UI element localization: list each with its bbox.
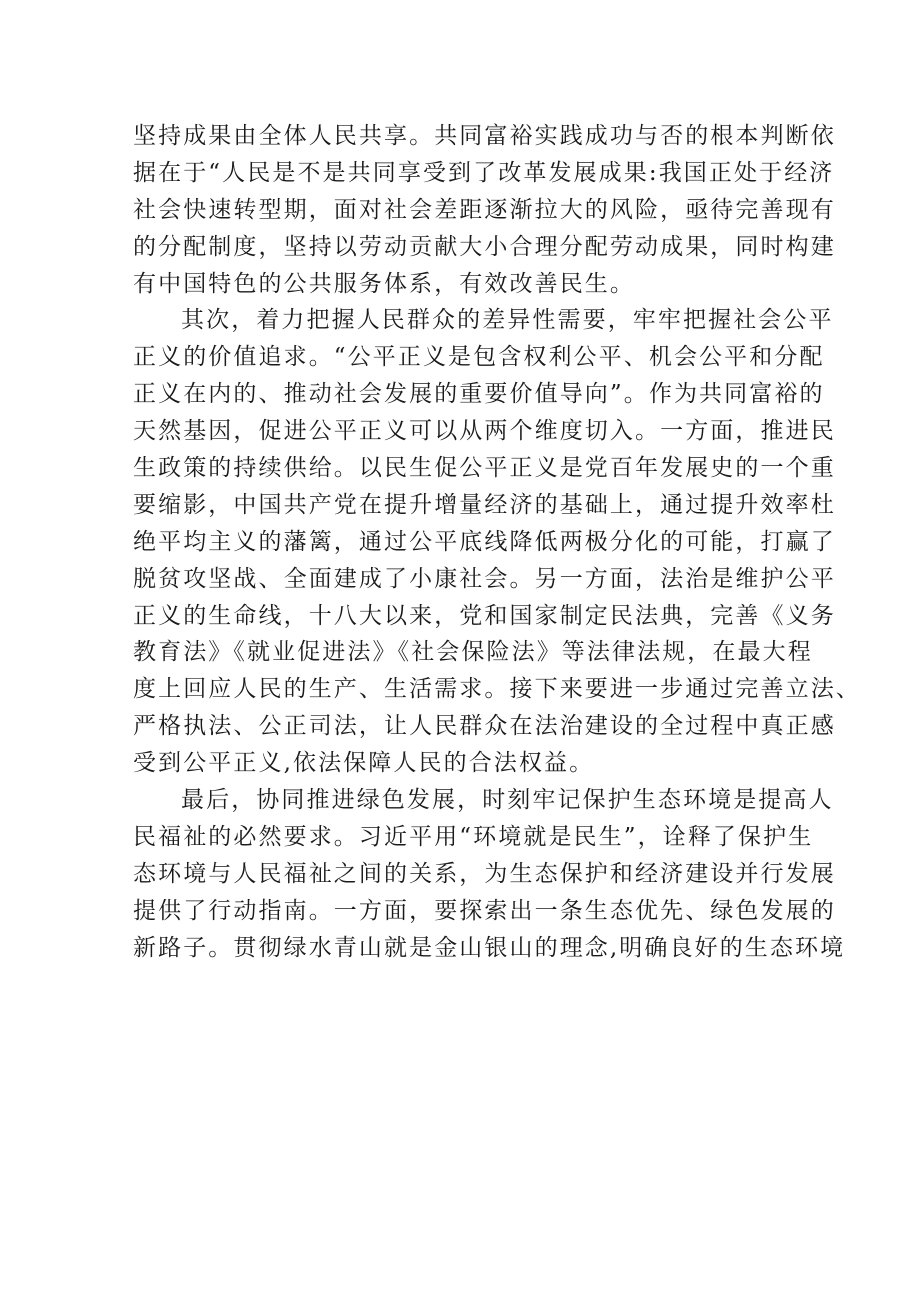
text-line: 正义在内的、推动社会发展的重要价值导向”。作为共同富裕的 xyxy=(133,381,825,408)
text-line: 脱贫攻坚战、全面建成了小康社会。另一方面，法治是维护公平 xyxy=(133,565,836,592)
text-line: 提供了行动指南。一方面，要探索出一条生态优先、绿色发展的 xyxy=(133,897,836,924)
text-line: 严格执法、公正司法，让人民群众在法治建设的全过程中真正感 xyxy=(133,713,836,740)
text-line: 正义的生命线，十八大以来，党和国家制定民法典，完善《义务 xyxy=(133,602,836,629)
text-line: 态环境与人民福祉之间的关系，为生态保护和经济建设并行发展 xyxy=(133,860,836,887)
text-line: 新路子。贯彻绿水青山就是金山银山的理念,明确良好的生态环境 xyxy=(133,934,846,961)
paragraph-first-line: 其次，着力把握人民群众的差异性需要，牢牢把握社会公平 xyxy=(181,307,834,334)
text-line: 正义的价值追求。“公平正义是包含权利公平、机会公平和分配 xyxy=(133,344,825,371)
paragraph-first-line: 最后，协同推进绿色发展，时刻牢记保护生态环境是提高人 xyxy=(181,787,834,814)
text-line: 有中国特色的公共服务体系，有效改善民生。 xyxy=(133,270,635,297)
text-line: 坚持成果由全体人民共享。共同富裕实践成功与否的根本判断依 xyxy=(133,123,836,149)
text-line: 社会快速转型期，面对社会差距逐渐拉大的风险，亟待完善现有 xyxy=(133,196,836,223)
text-line: 受到公平正义,依法保障人民的合法权益。 xyxy=(133,750,595,777)
text-line: 教育法》《就业促进法》《社会保险法》等法律法规，在最大程 xyxy=(133,639,813,666)
text-line: 据在于“人民是不是共同享受到了改革发展成果:我国正处于经济 xyxy=(133,159,835,186)
text-line: 度上回应人民的生产、生活需求。接下来要进一步通过完善立法、 xyxy=(133,676,861,703)
text-line: 生政策的持续供给。以民生促公平正义是党百年发展史的一个重 xyxy=(133,455,836,482)
text-line: 民福祉的必然要求。习近平用“环境就是民生”，诠释了保护生 xyxy=(133,823,814,850)
text-line: 的分配制度，坚持以劳动贡献大小合理分配劳动成果，同时构建 xyxy=(133,233,836,260)
text-line: 要缩影，中国共产党在提升增量经济的基础上，通过提升效率杜 xyxy=(133,491,836,518)
text-line: 绝平均主义的藩篱，通过公平底线降低两极分化的可能，打赢了 xyxy=(133,528,836,555)
text-line: 天然基因，促进公平正义可以从两个维度切入。一方面，推进民 xyxy=(133,418,836,445)
body-text xyxy=(133,118,861,966)
